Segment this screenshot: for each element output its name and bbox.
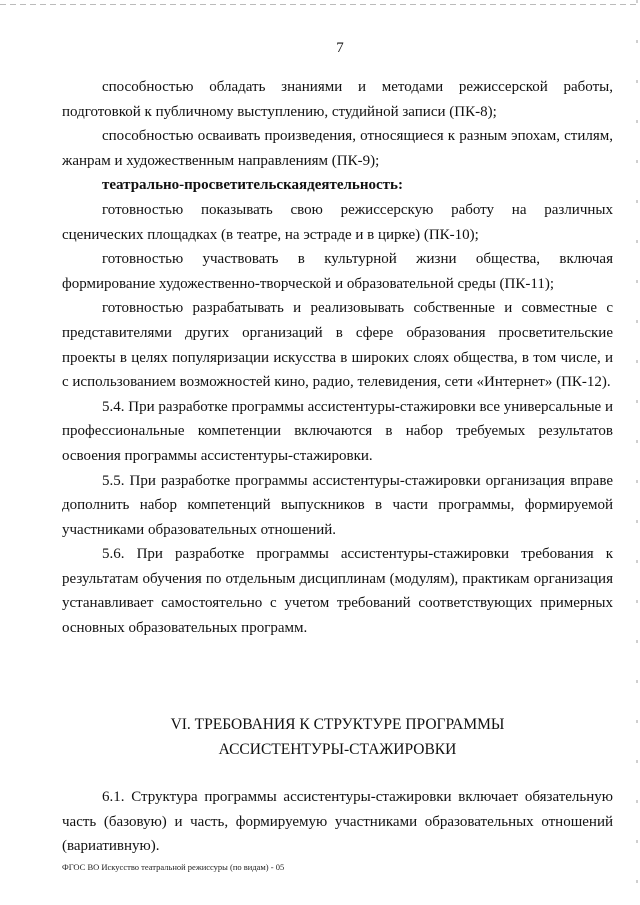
page-number: 7 [336,40,344,56]
paragraph-pk12: готовностью разрабатывать и реализовывать собственные и совместные с представителями других организаций в сфере образования просветительские проекты в целях популяризации искусства в широких слоях общества, в том числе, и с использованием возможностей кино, радио, телевидения, сети «Интернет» (ПК-12). [62,300,613,391]
paragraph-5-4: 5.4. При разработке программы ассистентуры-стажировки все универсальные и профессиональные компетенции включаются в набор требуемых результатов освоения программы ассистентуры-стажировки. [62,398,613,464]
paragraph-pk8: способностью обладать знаниями и методами режиссерской работы, подготовкой к публичному выступлению, студийной записи (ПК-8); [62,79,613,120]
section-heading [62,712,613,762]
section-text [62,785,613,859]
section-heading-line2: АССИСТЕНТУРЫ-СТАЖИРОВКИ [218,741,457,758]
paragraph-pk9: способностью осваивать произведения, относящиеся к разным эпохам, стилям, жанрам и художественным направлениям (ПК-9); [62,128,613,169]
scan-edge-marks [636,0,638,905]
main-text [62,75,613,641]
paragraph-pk10: готовностью показывать свою режиссерскую работу на различных сценических площадках (в театре, на эстраде и в цирке) (ПК-10); [62,201,613,243]
section-heading-line1: VI. ТРЕБОВАНИЯ К СТРУКТУРЕ ПРОГРАММЫ [170,716,505,733]
paragraph-5-5: 5.5. При разработке программы ассистентуры-стажировки организация вправе дополнить набор компетенций выпускников в части программы, формируемой участниками образовательных отношений. [62,472,613,538]
scan-artifact-line [0,4,640,5]
paragraph-pk11: готовностью участвовать в культурной жизни общества, включая формирование художественно-творческой и образовательной среды (ПК-11); [62,251,613,292]
subheading-theatre-education: театрально-просветительскаядеятельность: [102,177,403,194]
paragraph-5-6: 5.6. При разработке программы ассистентуры-стажировки требования к результатам обучения по отдельным дисциплинам (модулям), практикам организация устанавливает самостоятельно с учетом требований соответствующих примерных основных образовательных программ. [62,546,613,637]
paragraph-6-1: 6.1. Структура программы ассистентуры-стажировки включает обязательную часть (базовую) и часть, формируемую участниками образовательных отношений (вариативную). [62,789,613,855]
page-footer: ФГОС ВО Искусство театральной режиссуры (по видам) - 05 [62,862,285,872]
